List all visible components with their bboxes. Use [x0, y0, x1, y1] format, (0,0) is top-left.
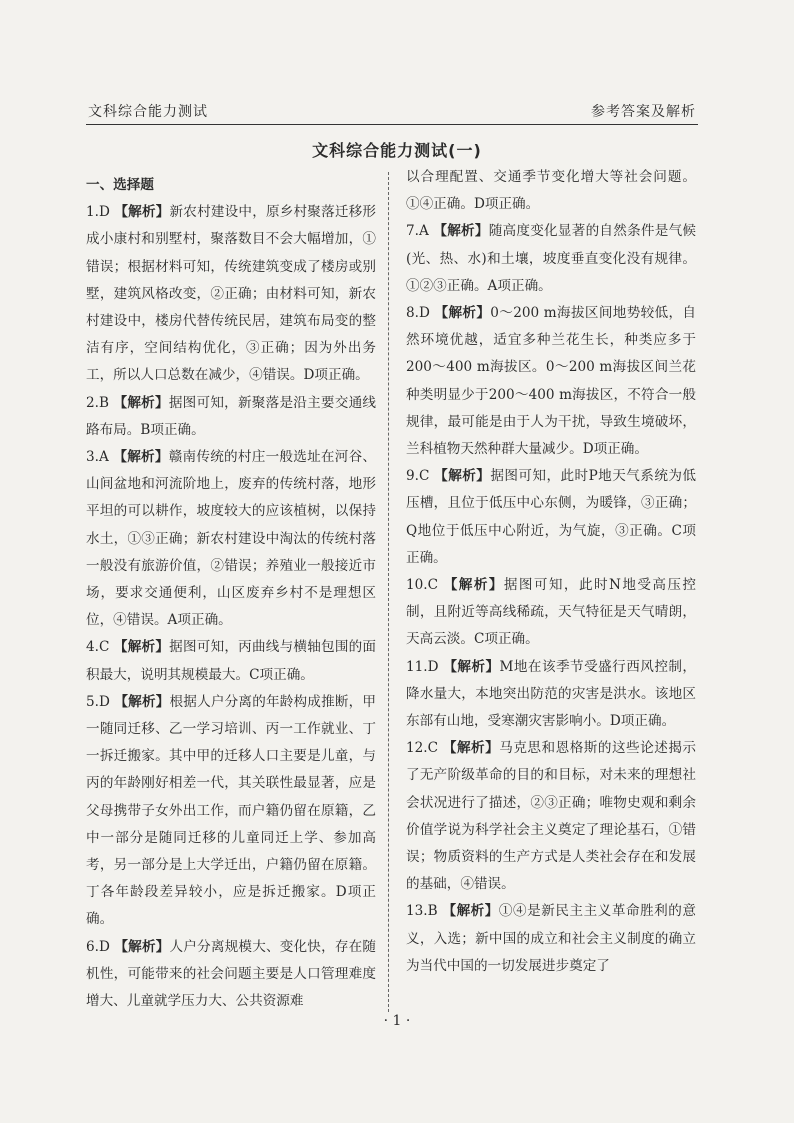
answer-number: 8.D — [406, 305, 430, 322]
analysis-tag: 【解析】 — [114, 938, 170, 955]
answer-item — [406, 654, 696, 736]
answer-item — [86, 199, 376, 389]
answer-text: 新农村建设中，原乡村聚落迁移形成小康村和别墅村，聚落数目不会大幅增加，①错误；根据材料可知，传统建筑变成了楼房或别墅，建筑风格改变，②正确；由材料可知，新农村建设中，楼房代替传统民居，建筑布局变的整洁有序，空间结构优化，③正确；因为外出务工，所以人口总数在减少，④错误。D项正确。 — [86, 204, 377, 384]
analysis-tag: 【解析】 — [113, 639, 170, 656]
answer-item — [86, 689, 376, 934]
analysis-tag: 【解析】 — [442, 903, 499, 920]
analysis-tag: 【解析】 — [433, 223, 489, 240]
answer-text: 根据人户分离的年龄构成推断，甲一随同迁移、乙一学习培训、丙一工作就业、丁一拆迁搬家。其中甲的迁移人口主要是儿童，与丙的年龄刚好相差一代，其关联性最显著，应是父母携带子女外出工作，而户籍仍留在原籍，乙中一部分是随同迁移的儿童同迁上学、参加高考，另一部分是上大学迁出，户籍仍留在原籍。丁各年龄段差异较小，应是拆迁搬家。D项正确。 — [86, 693, 377, 928]
page-header — [86, 100, 698, 125]
left-answer-list — [86, 199, 376, 1015]
page-number: · 1 · — [383, 1013, 411, 1029]
answer-text: 0～200 m海拔区间地势较低，自然环境优越，适宜多种兰花生长，种类应多于200～400 m海拔区。0～200 m海拔区间兰花种类明显少于200～400 m海拔区，不符合一般规律，最可能是由于人为干扰，导致生境破坏，兰科植物天然种群大量减少。D项正确。 — [406, 305, 697, 458]
answer-item — [86, 934, 376, 1016]
answer-item — [406, 218, 696, 300]
header-left-title: 文科综合能力测试 — [88, 104, 208, 120]
answer-text: 据图可知，此时N地受高压控制，且附近等高线稀疏，天气特征是天气晴朗，天高云淡。C项正确。 — [406, 577, 696, 648]
header-right-title: 参考答案及解析 — [591, 104, 696, 120]
answer-number: 1.D — [86, 204, 110, 221]
answer-text: 人户分离规模大、变化快，存在随机性，可能带来的社会问题主要是人口管理难度增大、儿童就学压力大、公共资源难 — [86, 938, 377, 1010]
answer-number: 9.C — [406, 468, 430, 485]
answer-item — [86, 390, 376, 444]
answer-item — [406, 572, 696, 654]
answer-number: 2.B — [86, 394, 109, 411]
answer-number: 12.C — [406, 740, 439, 757]
answer-item — [406, 463, 696, 572]
answer-item — [86, 444, 376, 634]
analysis-tag: 【解析】 — [113, 394, 169, 411]
answer-text: 据图可知，丙曲线与横轴包围的面积最大，说明其规模最大。C项正确。 — [86, 639, 377, 683]
analysis-tag: 【解析】 — [434, 305, 491, 322]
answer-number: 10.C — [406, 577, 439, 594]
page-title: 文科综合能力测试(一) — [312, 141, 482, 160]
analysis-tag: 【解析】 — [114, 204, 170, 221]
answer-item — [406, 735, 696, 898]
answer-text: 据图可知，新聚落是沿主要交通线路布局。B项正确。 — [86, 394, 377, 438]
analysis-tag: 【解析】 — [442, 740, 500, 757]
section-heading: 一、选择题 — [86, 177, 154, 193]
answer-text: 随高度变化显著的自然条件是气候(光、热、水)和土壤，坡度垂直变化没有规律。①②③正确。A项正确。 — [406, 223, 697, 294]
column-divider — [388, 172, 389, 1012]
answer-text: 马克思和恩格斯的这些论述揭示了无产阶级革命的目的和目标，对未来的理想社会状况进行了描述，②③正确；唯物史观和剩余价值学说为科学社会主义奠定了理论基石，①错误；物质资料的生产方式是人类社会存在和发展的基础，④错误。 — [406, 740, 697, 893]
answer-number: 4.C — [86, 639, 110, 656]
continued-text: 以合理配置、交通季节变化增大等社会问题。①④正确。D项正确。 — [406, 169, 696, 213]
answer-item — [406, 300, 696, 463]
answer-number: 13.B — [406, 903, 438, 920]
right-column — [406, 164, 696, 980]
answer-number: 5.D — [86, 693, 110, 710]
analysis-tag: 【解析】 — [114, 693, 170, 710]
answer-number: 6.D — [86, 938, 110, 955]
answer-text: 据图可知，此时P地天气系统为低压槽，且位于低压中心东侧，为暖锋，③正确；Q地位于低压中心附近，为气旋，③正确。C项正确。 — [406, 468, 696, 566]
answer-number: 11.D — [406, 658, 439, 675]
answer-number: 3.A — [86, 449, 109, 466]
analysis-tag: 【解析】 — [443, 658, 500, 675]
analysis-tag: 【解析】 — [434, 468, 491, 485]
left-column — [86, 172, 376, 1015]
answer-number: 7.A — [406, 223, 429, 240]
analysis-tag: 【解析】 — [443, 577, 504, 594]
answer-text: M地在该季节受盛行西风控制，降水量大，本地突出防范的灾害是洪水。该地区东部有山地，受寒潮灾害影响小。D项正确。 — [406, 658, 697, 730]
answer-item — [406, 898, 696, 980]
answer-item — [86, 634, 376, 688]
answer-text: 赣南传统的村庄一般选址在河谷、山间盆地和河流阶地上，废弃的传统村落，地形平坦的可以耕作，坡度较大的应该植树，以保持水土，①③正确；新农村建设中淘汰的传统村落一般没有旅游价值，②错误；养殖业一般接近市场，要求交通便利，山区废弃乡村不是理想区位，④错误。A项正确。 — [86, 449, 377, 629]
analysis-tag: 【解析】 — [113, 449, 169, 466]
right-answer-list — [406, 218, 696, 980]
answer-text: ①④是新民主主义革命胜利的意义，入选；新中国的成立和社会主义制度的确立为当代中国的一切发展进步奠定了 — [406, 903, 697, 974]
